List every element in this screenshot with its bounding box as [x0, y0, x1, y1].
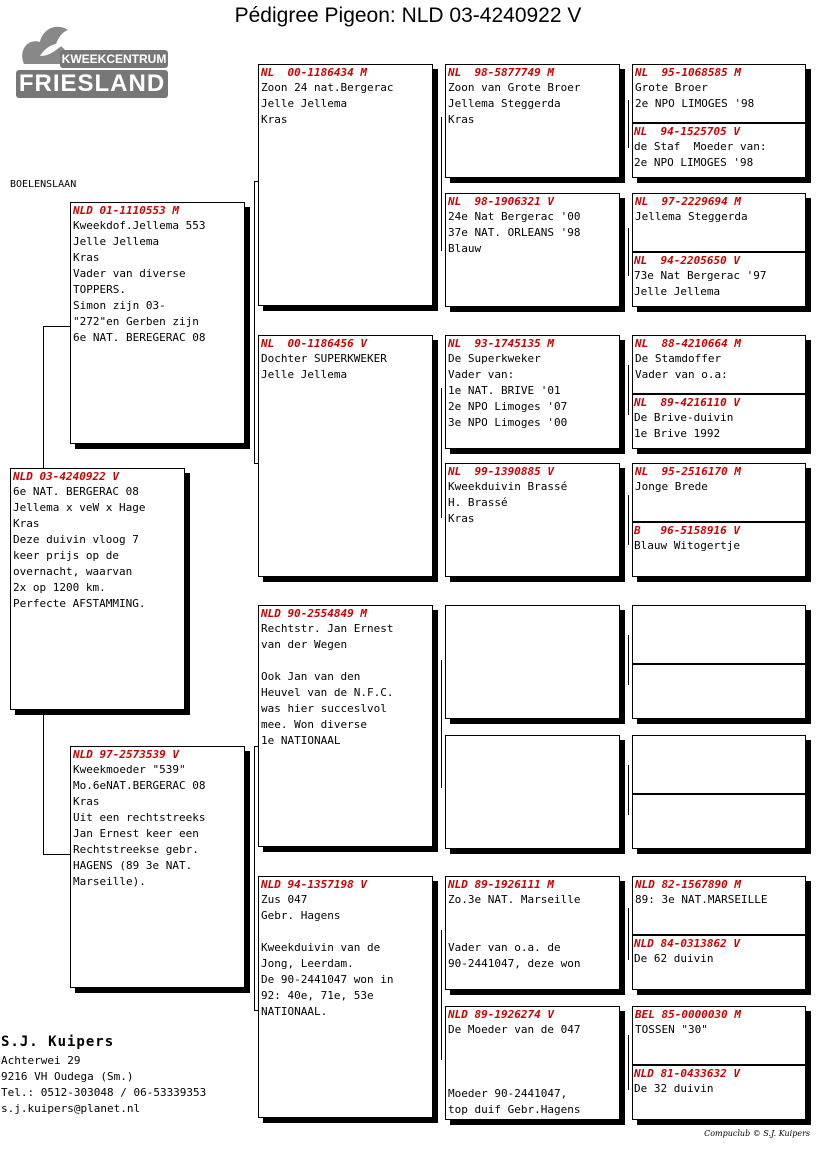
ring-number: NLD 81-0433632 V — [634, 1067, 740, 1080]
connector-line — [441, 930, 442, 1060]
connector-line — [441, 388, 442, 518]
pigeon-description: Rechtstr. Jan Ernest van der Wegen Ook Jan van den Heuvel van de N.F.C. was hier succeslvol mee. Won diverse 1e NATIONAAL — [261, 622, 394, 747]
breeder-address: Achterwei 29 — [1, 1054, 81, 1067]
pigeon-pair-gen4[interactable] — [632, 463, 806, 577]
pigeon-description: Zoon van Grote Broer Jellema Steggerda Kras — [448, 81, 581, 126]
ring-number: NL 95-2516170 M — [635, 465, 741, 478]
ring-number: NL 88-4210664 M — [635, 337, 741, 350]
pigeon-card-gen3[interactable] — [445, 335, 620, 449]
ring-number: NLD 84-0313862 V — [634, 937, 740, 950]
logo-line1: KWEEKCENTRUM — [61, 52, 167, 66]
pigeon-description: Dochter SUPERKWEKER Jelle Jellema — [261, 352, 387, 381]
kweekcentrum-logo — [16, 20, 171, 98]
pigeon-card-subject[interactable] — [10, 468, 185, 710]
ring-number — [633, 606, 805, 608]
pigeon-description: De Stamdoffer Vader van o.a: — [635, 352, 728, 381]
breeder-city: 9216 VH Oudega (Sm.) — [1, 1070, 134, 1083]
ring-number: NLD 89-1926274 V — [448, 1008, 554, 1021]
pigeon-card-dam[interactable] — [70, 746, 245, 988]
pigeon-description: 6e NAT. BERGERAC 08 Jellema x veW x Hage Kras Deze duivin vloog 7 keer prijs op de overnacht, waarvan 2x op 1200 km. Perfecte AFSTAMMING. — [13, 485, 146, 610]
pigeon-description: 24e Nat Bergerac '00 37e NAT. ORLEANS '98 Blauw — [448, 210, 581, 255]
page-title: Pédigree Pigeon: NLD 03-4240922 V — [234, 4, 582, 27]
pigeon-description: Zo.3e NAT. Marseille Vader van o.a. de 90-2441047, deze won — [448, 893, 581, 970]
pigeon-description: Jellema Steggerda — [635, 210, 748, 223]
connector-line — [628, 100, 629, 148]
pigeon-pair-gen4[interactable] — [632, 1006, 806, 1120]
pigeon-description: De Superkweker Vader van: 1e NAT. BRIVE '01 2e NPO Limoges '07 3e NPO Limoges '00 — [448, 352, 568, 429]
pigeon-description: De Brive-duivin 1e Brive 1992 — [634, 411, 734, 440]
connector-line — [628, 765, 629, 815]
pigeon-pair-gen4[interactable] — [632, 876, 806, 990]
connector-line — [254, 746, 255, 1010]
connector-line — [628, 365, 629, 415]
connector-line — [628, 495, 629, 545]
pigeon-description: 89: 3e NAT.MARSEILLE — [635, 893, 768, 906]
pigeon-card-gen3[interactable] — [445, 463, 620, 577]
connector-line — [628, 635, 629, 685]
ring-number: NLD 01-1110553 M — [73, 204, 179, 217]
ring-number: NL 00-1186456 V — [261, 337, 367, 350]
logo-line2: FRIESLAND — [16, 70, 168, 98]
pigeon-description: Zus 047 Gebr. Hagens Kweekduivin van de Jong, Leerdam. De 90-2441047 won in 92: 40e, 71e, 53e NATIONAAL. — [261, 893, 394, 1018]
breeder-email[interactable]: s.j.kuipers@planet.nl — [1, 1102, 141, 1115]
pigeon-description: Blauw Witogertje — [634, 539, 740, 552]
ring-number: NL 99-1390885 V — [448, 465, 554, 478]
pigeon-pair-gen4[interactable] — [632, 335, 806, 449]
pigeon-pair-gen4[interactable] — [632, 64, 806, 178]
pigeon-pair-gen4-empty[interactable] — [632, 735, 806, 849]
ring-number: NLD 82-1567890 M — [635, 878, 741, 891]
pigeon-card-gen2[interactable] — [258, 876, 433, 1118]
pigeon-description: TOSSEN "30" — [635, 1023, 708, 1036]
ring-number: NL 00-1186434 M — [261, 66, 367, 79]
ring-number: NLD 97-2573539 V — [73, 748, 179, 761]
pigeon-card-gen3[interactable] — [445, 64, 620, 178]
footer-credit: Compuclub © S.J. Kuipers — [704, 1129, 810, 1138]
pigeon-description: De 62 duivin — [634, 952, 714, 965]
ring-number: NLD 03-4240922 V — [13, 470, 119, 483]
ring-number: BEL 85-0000030 M — [635, 1008, 741, 1021]
ring-number: NLD 90-2554849 M — [261, 607, 367, 620]
ring-number: NL 93-1745135 M — [448, 337, 554, 350]
pigeon-card-sire[interactable] — [70, 202, 245, 444]
ring-number — [446, 606, 619, 608]
pigeon-description: Zoon 24 nat.Bergerac Jelle Jellema Kras — [261, 81, 394, 126]
pigeon-description: Grote Broer 2e NPO LIMOGES '98 — [635, 81, 755, 110]
pigeon-card-gen3-empty[interactable] — [445, 605, 620, 719]
pigeon-card-gen2[interactable] — [258, 605, 433, 847]
pigeon-description: De 32 duivin — [634, 1082, 714, 1095]
connector-line — [628, 908, 629, 960]
pigeon-card-gen3-empty[interactable] — [445, 735, 620, 849]
connector-line — [628, 228, 629, 276]
ring-number: NL 95-1068585 M — [635, 66, 741, 79]
breeder-name: S.J. Kuipers — [1, 1034, 115, 1050]
ring-number: NLD 89-1926111 M — [448, 878, 554, 891]
connector-line — [441, 660, 442, 788]
ring-number: NL 94-1525705 V — [634, 125, 740, 138]
pigeon-card-gen3[interactable] — [445, 1006, 620, 1120]
pigeon-description: 73e Nat Bergerac '97 Jelle Jellema — [634, 269, 767, 298]
pigeon-pair-gen4-empty[interactable] — [632, 605, 806, 719]
ring-number: NLD 94-1357198 V — [261, 878, 367, 891]
ring-number — [632, 795, 806, 797]
breeder-phone: Tel.: 0512-303048 / 06-53339353 — [1, 1086, 207, 1099]
connector-line — [254, 181, 255, 463]
breeder-info — [1, 1034, 206, 1117]
ring-number: NL 98-5877749 M — [448, 66, 554, 79]
pigeon-description: Jonge Brede — [635, 480, 708, 493]
ring-number — [632, 665, 806, 667]
connector-line — [628, 1035, 629, 1090]
pigeon-description: De Moeder van de 047 Moeder 90-2441047, top duif Gebr.Hagens — [448, 1023, 581, 1116]
pigeon-description: Kweekdof.Jellema 553 Jelle Jellema Kras Vader van diverse TOPPERS. Simon zijn 03- "272"en Gerben zijn 6e NAT. BEREGERAC 08 — [73, 219, 206, 344]
loft-name: BOELENSLAAN — [10, 179, 77, 190]
pigeon-description: de Staf Moeder van: 2e NPO LIMOGES '98 — [634, 140, 767, 169]
ring-number — [633, 736, 805, 738]
connector-line — [441, 117, 442, 251]
pigeon-card-gen3[interactable] — [445, 876, 620, 990]
pigeon-card-gen2[interactable] — [258, 64, 433, 306]
pigeon-description: Kweekmoeder "539" Mo.6eNAT.BERGERAC 08 Kras Uit een rechtstreeks Jan Ernest keer een Rechtstreekse gebr. HAGENS (89 3e NAT. Marseille). — [73, 763, 206, 888]
connector-line — [43, 326, 70, 327]
ring-number: NL 89-4216110 V — [634, 396, 740, 409]
pigeon-description: Kweekduivin Brassé H. Brassé Kras — [448, 480, 568, 525]
ring-number — [446, 736, 619, 738]
pigeon-card-gen3[interactable] — [445, 193, 620, 307]
ring-number: NL 94-2205650 V — [634, 254, 740, 267]
connector-line — [43, 326, 44, 469]
connector-line — [43, 854, 70, 855]
ring-number: B 96-5158916 V — [634, 524, 740, 537]
ring-number: NL 98-1906321 V — [448, 195, 554, 208]
ring-number: NL 97-2229694 M — [635, 195, 741, 208]
pigeon-pair-gen4[interactable] — [632, 193, 806, 307]
pigeon-card-gen2[interactable] — [258, 335, 433, 577]
connector-line — [43, 712, 44, 854]
